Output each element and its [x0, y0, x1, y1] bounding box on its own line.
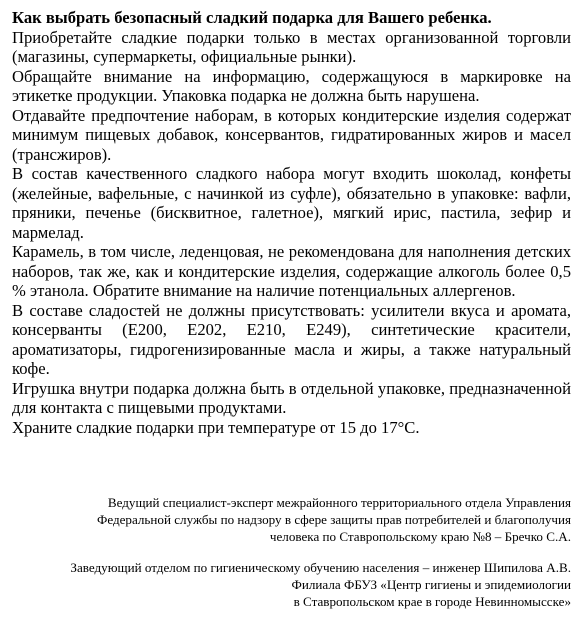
paragraph-labeling: Обращайте внимание на информацию, содержащуюся в маркировке на этикетке продукции. Упаковка подарка не должна быть нарушена. — [12, 66, 571, 105]
paragraph-forbidden-ingredients: В составе сладостей не должны присутствовать: усилители вкуса и аромата, консерванты (Е200, Е202, Е210, Е249), синтетические красители, ароматизаторы, гидрогенизированные масла и жиры, а также натуральный кофе. — [12, 300, 571, 378]
paragraph-storage: Храните сладкие подарки при температуре от 15 до 17°С. — [12, 417, 420, 437]
signature-line: человека по Ставропольскому краю №8 – Бречко С.А. — [269, 529, 571, 544]
signature-line: Ведущий специалист-эксперт межрайонного территориального отдела Управления — [107, 495, 571, 510]
paragraph-contents: В состав качественного сладкого набора могут входить шоколад, конфеты (желейные, вафельные, с начинкой из суфле), обязательно в упаковке: вафли, пряники, печенье (бисквитное, галетное), мягкий ирис, пастила, зефир и мармелад. — [12, 164, 571, 242]
signature-line: Филиала ФБУЗ «Центр гигиены и эпидемиологии — [291, 577, 571, 592]
document-body — [12, 8, 571, 437]
signature-block-rospotrebnadzor — [11, 494, 571, 545]
paragraph-additives: Отдавайте предпочтение наборам, в которых кондитерские изделия содержат минимум пищевых добавок, консервантов, гидратированных жиров и масел (трансжиров). — [12, 105, 571, 164]
paragraph-caramel: Карамель, в том числе, леденцовая, не рекомендована для наполнения детских наборов, так же, как и кондитерские изделия, содержащие алкоголь более 0,5 % этанола. Обратите внимание на наличие потенциальных аллергенов. — [12, 242, 571, 300]
signature-line: в Ставропольском крае в городе Невинномысске» — [293, 594, 571, 609]
signature-line: Заведующий отделом по гигиеническому обучению населения – инженер Шипилова А.В. — [70, 560, 571, 575]
paragraph-where-to-buy: Приобретайте сладкие подарки только в местах организованной торговли (магазины, супермаркеты, официальные рынки). — [12, 27, 571, 66]
signature-line: Федеральной службы по надзору в сфере защиты прав потребителей и благополучия — [96, 512, 571, 527]
signature-block-hygiene-center — [11, 559, 571, 610]
paragraph-toy-packaging: Игрушка внутри подарка должна быть в отдельной упаковке, предназначенной для контакта с пищевыми продуктами. — [12, 378, 571, 417]
document-title: Как выбрать безопасный сладкий подарка для Вашего ребенка. — [12, 8, 492, 27]
